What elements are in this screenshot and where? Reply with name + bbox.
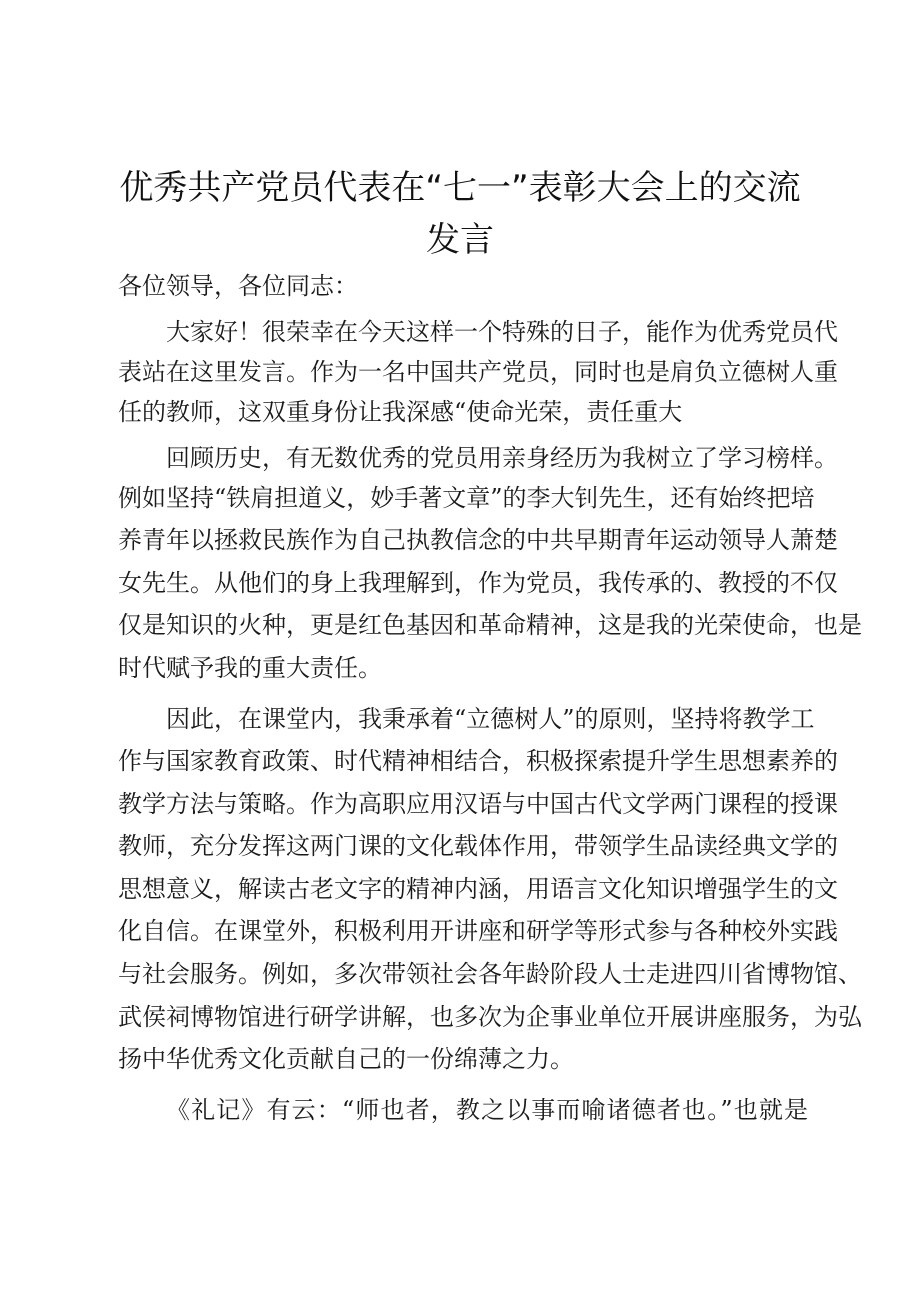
paragraph-2-line-3: 养青年以拯救民族作为自己执教信念的中共早期青年运动领导人萧楚 — [118, 526, 838, 554]
paragraph-3-line-5: 思想意义，解读古老文字的精神内涵，用语言文化知识增强学生的文 — [118, 875, 838, 903]
paragraph-3-line-6: 化自信。在课堂外，积极利用开讲座和研学等形式参与各种校外实践 — [118, 917, 838, 945]
paragraph-3-line-3: 教学方法与策略。作为高职应用汉语与中国古代文学两门课程的授课 — [118, 790, 838, 818]
paragraph-3-line-7: 与社会服务。例如，多次带领社会各年龄阶段人士走进四川省博物馆、 — [118, 960, 862, 988]
paragraph-2-line-4: 女先生。从他们的身上我理解到，作为党员，我传承的、教授的不仅 — [118, 569, 838, 597]
paragraph-3-line-2: 作与国家教育政策、时代精神相结合，积极探索提升学生思想素养的 — [118, 747, 838, 775]
paragraph-2-line-2: 例如坚持“铁肩担道义，妙手著文章”的李大钊先生，还有始终把培 — [118, 484, 815, 512]
paragraph-2-line-6: 时代赋予我的重大责任。 — [118, 654, 382, 682]
paragraph-3-line-4: 教师，充分发挥这两门课的文化载体作用，带领学生品读经典文学的 — [118, 832, 838, 860]
paragraph-2-line-5: 仅是知识的火种，更是红色基因和革命精神，这是我的光荣使命，也是 — [118, 611, 862, 639]
paragraph-3-line-9: 扬中华优秀文化贡献自己的一份绵薄之力。 — [118, 1045, 574, 1073]
document-title-line-1: 优秀共产党员代表在“七一”表彰大会上的交流 — [119, 168, 801, 208]
paragraph-1-line-1: 大家好！很荣幸在今天这样一个特殊的日子，能作为优秀党员代 — [166, 318, 838, 346]
paragraph-3-line-8: 武侯祠博物馆进行研学讲解，也多次为企事业单位开展讲座服务，为弘 — [118, 1003, 862, 1031]
document-title-line-2: 发言 — [426, 220, 494, 260]
paragraph-2-line-1: 回顾历史，有无数优秀的党员用亲身经历为我树立了学习榜样。 — [166, 444, 838, 472]
paragraph-1-line-3: 任的教师，这双重身份让我深感“使命光荣，责任重大 — [118, 398, 683, 426]
paragraph-1-line-2: 表站在这里发言。作为一名中国共产党员，同时也是肩负立德树人重 — [118, 358, 838, 386]
paragraph-4-line-1: 《礼记》有云：“师也者，教之以事而喻诸德者也。”也就是 — [166, 1096, 808, 1124]
salutation: 各位领导，各位同志： — [118, 272, 358, 300]
paragraph-3-line-1: 因此，在课堂内，我秉承着“立德树人”的原则，坚持将教学工 — [166, 705, 815, 733]
